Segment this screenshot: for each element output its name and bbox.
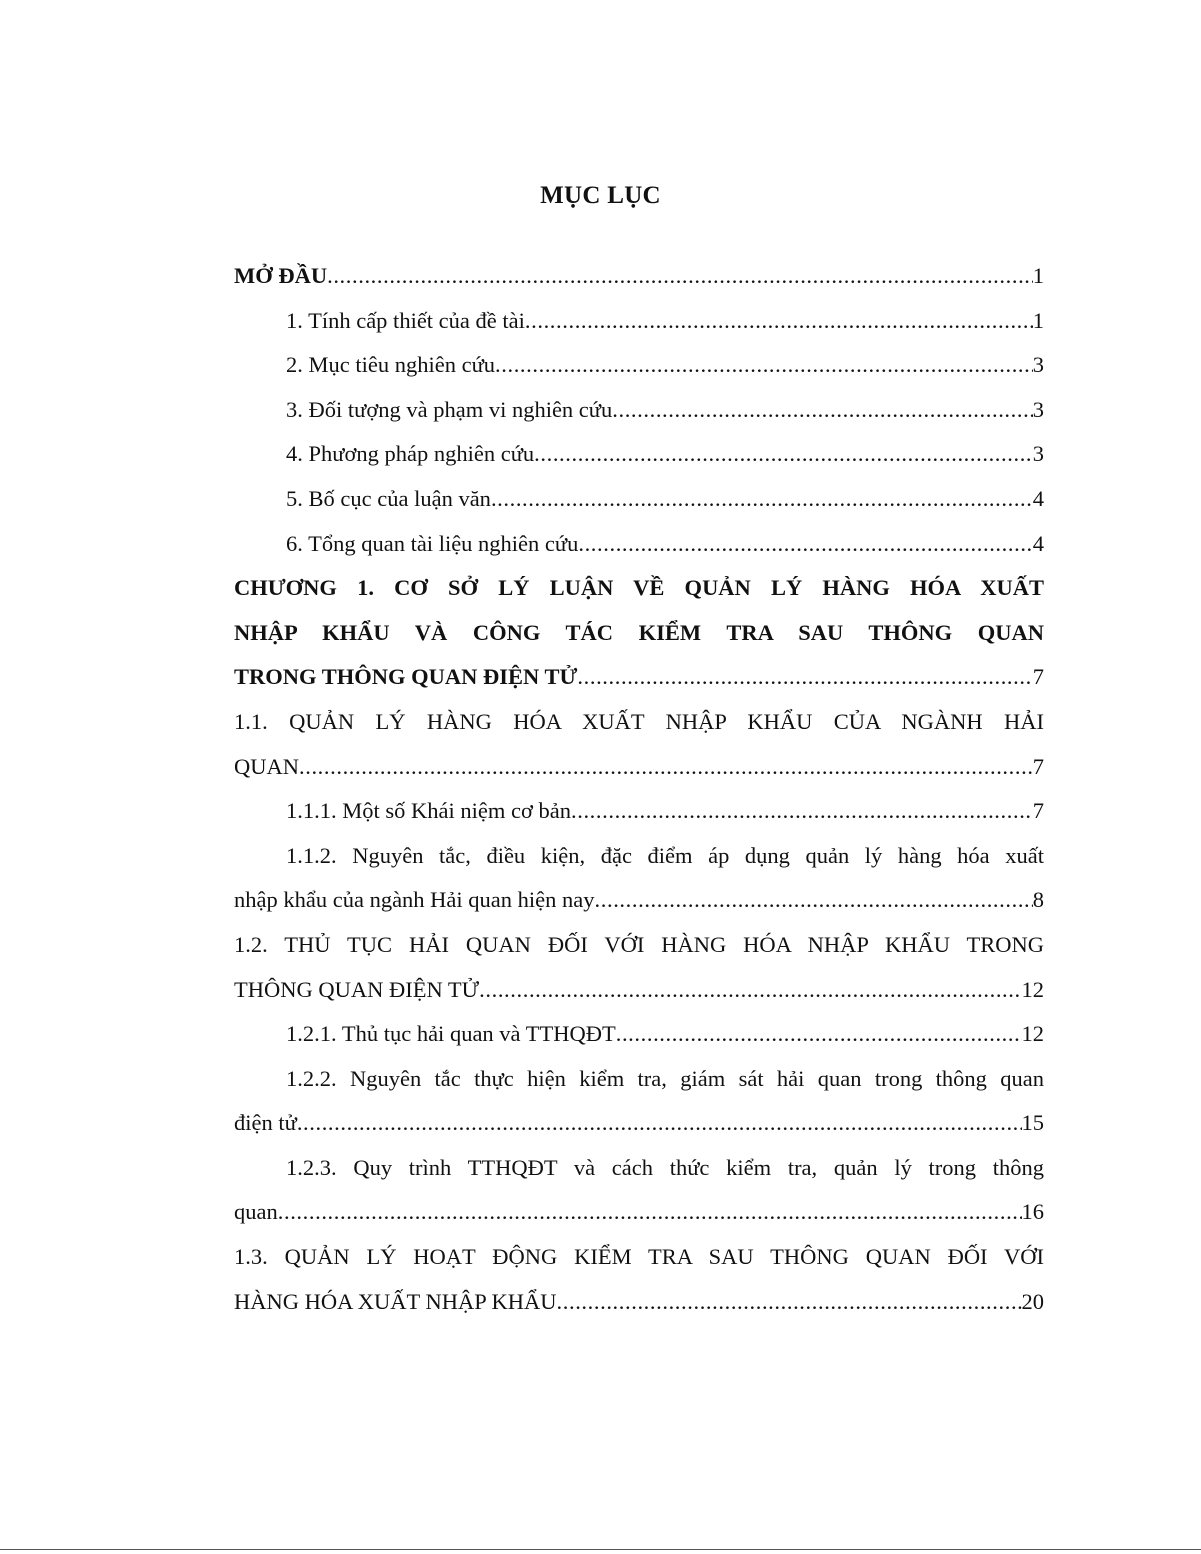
toc-entry-4[interactable]: [234, 432, 1044, 477]
dot-leader: [612, 388, 1033, 433]
dot-leader: [534, 432, 1033, 477]
toc-page-number: 15: [1021, 1110, 1044, 1136]
toc-page-number: 7: [1032, 753, 1044, 779]
toc-page-number: 1: [1032, 263, 1044, 288]
dot-leader: [578, 522, 1032, 567]
dot-leader: [278, 1190, 1022, 1235]
toc-page-number: 8: [1032, 887, 1044, 913]
toc-entry-1[interactable]: [234, 299, 1044, 344]
toc-entry-1-2-1[interactable]: [234, 1012, 1044, 1057]
toc-page-number: 20: [1021, 1288, 1044, 1314]
toc-entry-1-1[interactable]: [234, 745, 1044, 790]
toc-entry-text: THÔNG QUAN ĐIỆN TỬ: [234, 976, 480, 1002]
dot-leader: [525, 299, 1033, 344]
toc-entry-1-2-3-line-1[interactable]: 1.2.3. Quy trình TTHQĐT và cách thức kiểm tra, quản lý trong thông: [286, 1154, 1044, 1180]
toc-entry-text: 4. Phương pháp nghiên cứu: [286, 441, 535, 467]
toc-entry-text: 3. Đối tượng và phạm vi nghiên cứu: [286, 396, 613, 422]
toc-entry-text: TRONG THÔNG QUAN ĐIỆN TỬ: [234, 664, 578, 690]
toc-entry-text: nhập khẩu của ngành Hải quan hiện nay: [234, 887, 595, 913]
toc-entry-1-2-3[interactable]: [234, 1190, 1044, 1235]
toc-entry-chapter-1[interactable]: [234, 655, 1044, 700]
toc-entry-6[interactable]: [234, 522, 1044, 567]
page-title: MỤC LỤC: [540, 182, 661, 209]
toc-entry-text: 1. Tính cấp thiết của đề tài: [286, 307, 525, 333]
toc-entry-text: QUAN: [234, 753, 299, 779]
toc-entry-text: HÀNG HÓA XUẤT NHẬP KHẨU: [234, 1288, 557, 1314]
toc-page-number: 7: [1032, 798, 1044, 824]
bottom-divider: [0, 1549, 1201, 1550]
dot-leader: [495, 343, 1033, 388]
dot-leader: [595, 878, 1033, 923]
toc-entry-1-1-2-line-1[interactable]: 1.1.2. Nguyên tắc, điều kiện, đặc điểm áp dụng quản lý hàng hóa xuất: [286, 842, 1044, 868]
dot-leader: [571, 789, 1033, 834]
toc-entry-1-2[interactable]: [234, 968, 1044, 1013]
toc-entry-1-3[interactable]: [234, 1280, 1044, 1325]
toc-entry-1-1-2[interactable]: [234, 878, 1044, 923]
toc-page-number: 4: [1032, 530, 1044, 556]
toc-entry-1-2-line-1[interactable]: 1.2. THỦ TỤC HẢI QUAN ĐỐI VỚI HÀNG HÓA NHẬP KHẨU TRONG: [234, 931, 1044, 957]
toc-page-number: 1: [1032, 307, 1044, 333]
dot-leader: [557, 1280, 1022, 1325]
toc-page-number: 12: [1021, 976, 1044, 1002]
toc-entry-1-3-line-1[interactable]: 1.3. QUẢN LÝ HOẠT ĐỘNG KIỂM TRA SAU THÔNG QUAN ĐỐI VỚI: [234, 1244, 1044, 1270]
toc-entry-mo-dau[interactable]: [234, 254, 1044, 299]
toc-page-number: 3: [1032, 396, 1044, 422]
toc-entry-5[interactable]: [234, 477, 1044, 522]
toc-entry-text: điện tử: [234, 1110, 297, 1136]
toc-entry-chapter-1-line-1[interactable]: CHƯƠNG 1. CƠ SỞ LÝ LUẬN VỀ QUẢN LÝ HÀNG HÓA XUẤT: [234, 575, 1044, 601]
toc-entry-text: 5. Bố cục của luận văn: [286, 485, 491, 511]
toc-entry-text: 6. Tổng quan tài liệu nghiên cứu: [286, 530, 579, 556]
toc-entry-1-1-line-1[interactable]: 1.1. QUẢN LÝ HÀNG HÓA XUẤT NHẬP KHẨU CỦA NGÀNH HẢI: [234, 708, 1044, 734]
dot-leader: [297, 1101, 1022, 1146]
toc-entry-text: quan: [234, 1199, 278, 1225]
dot-leader: [577, 655, 1032, 700]
toc-entry-text: 2. Mục tiêu nghiên cứu: [286, 352, 496, 378]
toc-entry-1-2-2[interactable]: [234, 1101, 1044, 1146]
toc-page-number: 7: [1032, 664, 1044, 690]
toc-page-number: 12: [1021, 1021, 1044, 1047]
toc-page-number: 3: [1032, 352, 1044, 378]
toc-entry-1-2-2-line-1[interactable]: 1.2.2. Nguyên tắc thực hiện kiểm tra, giám sát hải quan trong thông quan: [286, 1065, 1044, 1091]
dot-leader: [327, 254, 1033, 299]
dot-leader: [616, 1012, 1022, 1057]
dot-leader: [491, 477, 1033, 522]
toc-entry-text: 1.2.1. Thủ tục hải quan và TTHQĐT: [286, 1021, 616, 1047]
table-of-contents: [234, 254, 1044, 1324]
toc-entry-2[interactable]: [234, 343, 1044, 388]
toc-entry-chapter-1-line-2[interactable]: NHẬP KHẨU VÀ CÔNG TÁC KIỂM TRA SAU THÔNG QUAN: [234, 619, 1044, 645]
toc-entry-text: 1.1.1. Một số Khái niệm cơ bản: [286, 798, 571, 824]
toc-page-number: 4: [1032, 485, 1044, 511]
dot-leader: [299, 745, 1033, 790]
toc-page-number: 16: [1021, 1199, 1044, 1225]
toc-entry-1-1-1[interactable]: [234, 789, 1044, 834]
dot-leader: [479, 968, 1021, 1013]
toc-entry-3[interactable]: [234, 388, 1044, 433]
toc-entry-text: MỞ ĐẦU: [234, 263, 328, 288]
toc-page-number: 3: [1032, 441, 1044, 467]
